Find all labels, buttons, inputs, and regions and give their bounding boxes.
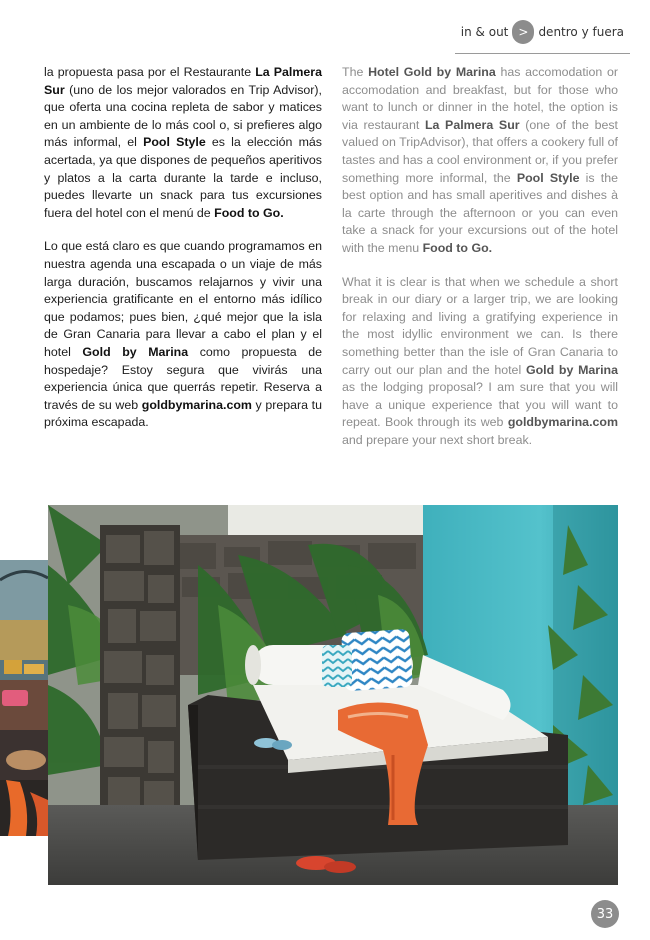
hotel-name: Gold by Marina bbox=[525, 362, 618, 377]
text-run: y prepara tu próxima escapada. bbox=[44, 397, 322, 430]
text-run: la propuesta pasa por el Restaurante bbox=[44, 65, 256, 79]
english-paragraph-2 bbox=[342, 274, 618, 450]
spanish-paragraph-2 bbox=[44, 238, 322, 432]
food-to-go-name: Food to Go. bbox=[214, 205, 284, 220]
inset-photo-restaurant bbox=[0, 560, 48, 836]
pool-style-name: Pool Style bbox=[516, 170, 580, 185]
hotel-daybed-photo-art bbox=[48, 505, 618, 885]
page-number-badge: 33 bbox=[591, 900, 619, 928]
section-arrow-badge: > bbox=[512, 20, 534, 44]
text-run: as the lodging proposal? I am sure that you will have a unique experience that you will want to repeat. Book through its web bbox=[342, 380, 618, 430]
restaurant-name: La Palmera Sur bbox=[44, 65, 322, 97]
inset-photo-art bbox=[0, 560, 48, 836]
website-link: goldbymarina.com bbox=[141, 397, 252, 412]
english-column bbox=[342, 64, 618, 465]
text-run: The bbox=[342, 65, 369, 79]
text-run: is the best option and has small aperitives and dishes à la carte through the afternoon or you can even take a snack for your excursions out of the hotel with the menu bbox=[342, 170, 619, 255]
pool-style-name: Pool Style bbox=[143, 135, 206, 150]
food-to-go-name: Food to Go. bbox=[422, 240, 493, 255]
text-run: Lo que está claro es que cuando programamos en nuestra agenda una escapada o un viaje de más larga duración, buscamos relajarnos y vivir una experiencia gratificante en el entorno más idílico que podamos; pues bien, ¿qué mejor que la isla de Gran Canaria para llevar a cabo el plan y el hotel bbox=[44, 239, 322, 359]
english-paragraph-1 bbox=[342, 64, 618, 258]
text-run: and prepare your next short break. bbox=[342, 432, 533, 447]
hotel-name: Gold by Marina bbox=[82, 344, 189, 359]
text-run: (one of the best valued on TripAdvisor), that offers a cookery full of tastes and has a cool environment or, if you prefer something more informal, the bbox=[342, 117, 618, 185]
header-rule bbox=[455, 53, 630, 54]
website-link: goldbymarina.com bbox=[507, 415, 618, 430]
text-run: (uno de los mejor valorados en Trip Advisor), que oferta una cocina repleta de sabor y matices en un ambiente de lo más cool o, si prefieres algo más informal, el bbox=[44, 82, 322, 150]
text-run: como propuesta de hospedaje? Estoy segura que vivirás una experiencia única que querrás repetir. Reserva a través de su web bbox=[44, 344, 322, 412]
restaurant-name: La Palmera Sur bbox=[424, 117, 520, 132]
text-run: es la elección más acertada, ya que dispones de pequeños aperitivos y platos a la carta durante la tarde e incluso, puedes llevarte un snack para tus excursiones fuera del hotel con el menú de bbox=[44, 135, 322, 220]
text-run: has accomodation or accomodation and breakfast, but for those who want to lunch or dinner in the hotel, the option is via restaurant bbox=[342, 65, 619, 132]
section-label-in-out: in & out bbox=[460, 25, 509, 39]
section-header bbox=[461, 20, 624, 44]
spanish-paragraph-1 bbox=[44, 64, 322, 222]
spanish-column bbox=[44, 64, 322, 448]
hotel-name: Hotel Gold by Marina bbox=[368, 65, 496, 79]
section-label-dentro-y-fuera: dentro y fuera bbox=[538, 25, 624, 39]
hotel-daybed-photo bbox=[48, 505, 618, 885]
text-run: What it is clear is that when we schedule a short break in our diary or a larger trip, we are looking for relaxing and living a gratifying experience in the most idyllic environment we can. Is there something better than the isle of Gran Canaria to carry out our plan and the hotel bbox=[342, 274, 618, 377]
